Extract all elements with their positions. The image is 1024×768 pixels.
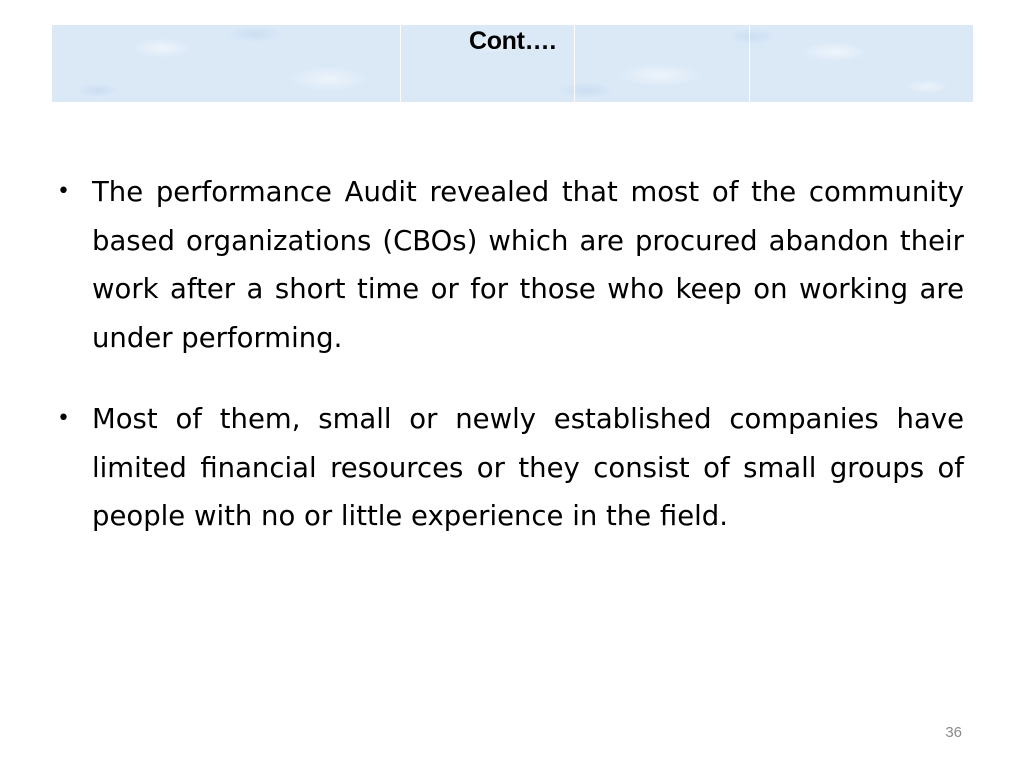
- bullet-item: [52, 395, 964, 541]
- bullet-marker-icon: •: [57, 406, 70, 431]
- bullet-item: [52, 168, 964, 362]
- bullet-text: Most of them, small or newly established companies have limited financial resources or they consist of small groups of people with no or little experience in the field.: [92, 403, 964, 532]
- bullet-marker-icon: •: [57, 179, 70, 204]
- page-number: 36: [945, 724, 962, 741]
- bullet-text: The performance Audit revealed that most of the community based organizations (CBOs) which are procured abandon their work after a short time or for those who keep on working are under performing.: [92, 176, 964, 354]
- bullet-list: [52, 168, 964, 574]
- slide-title: Cont….: [468, 27, 557, 55]
